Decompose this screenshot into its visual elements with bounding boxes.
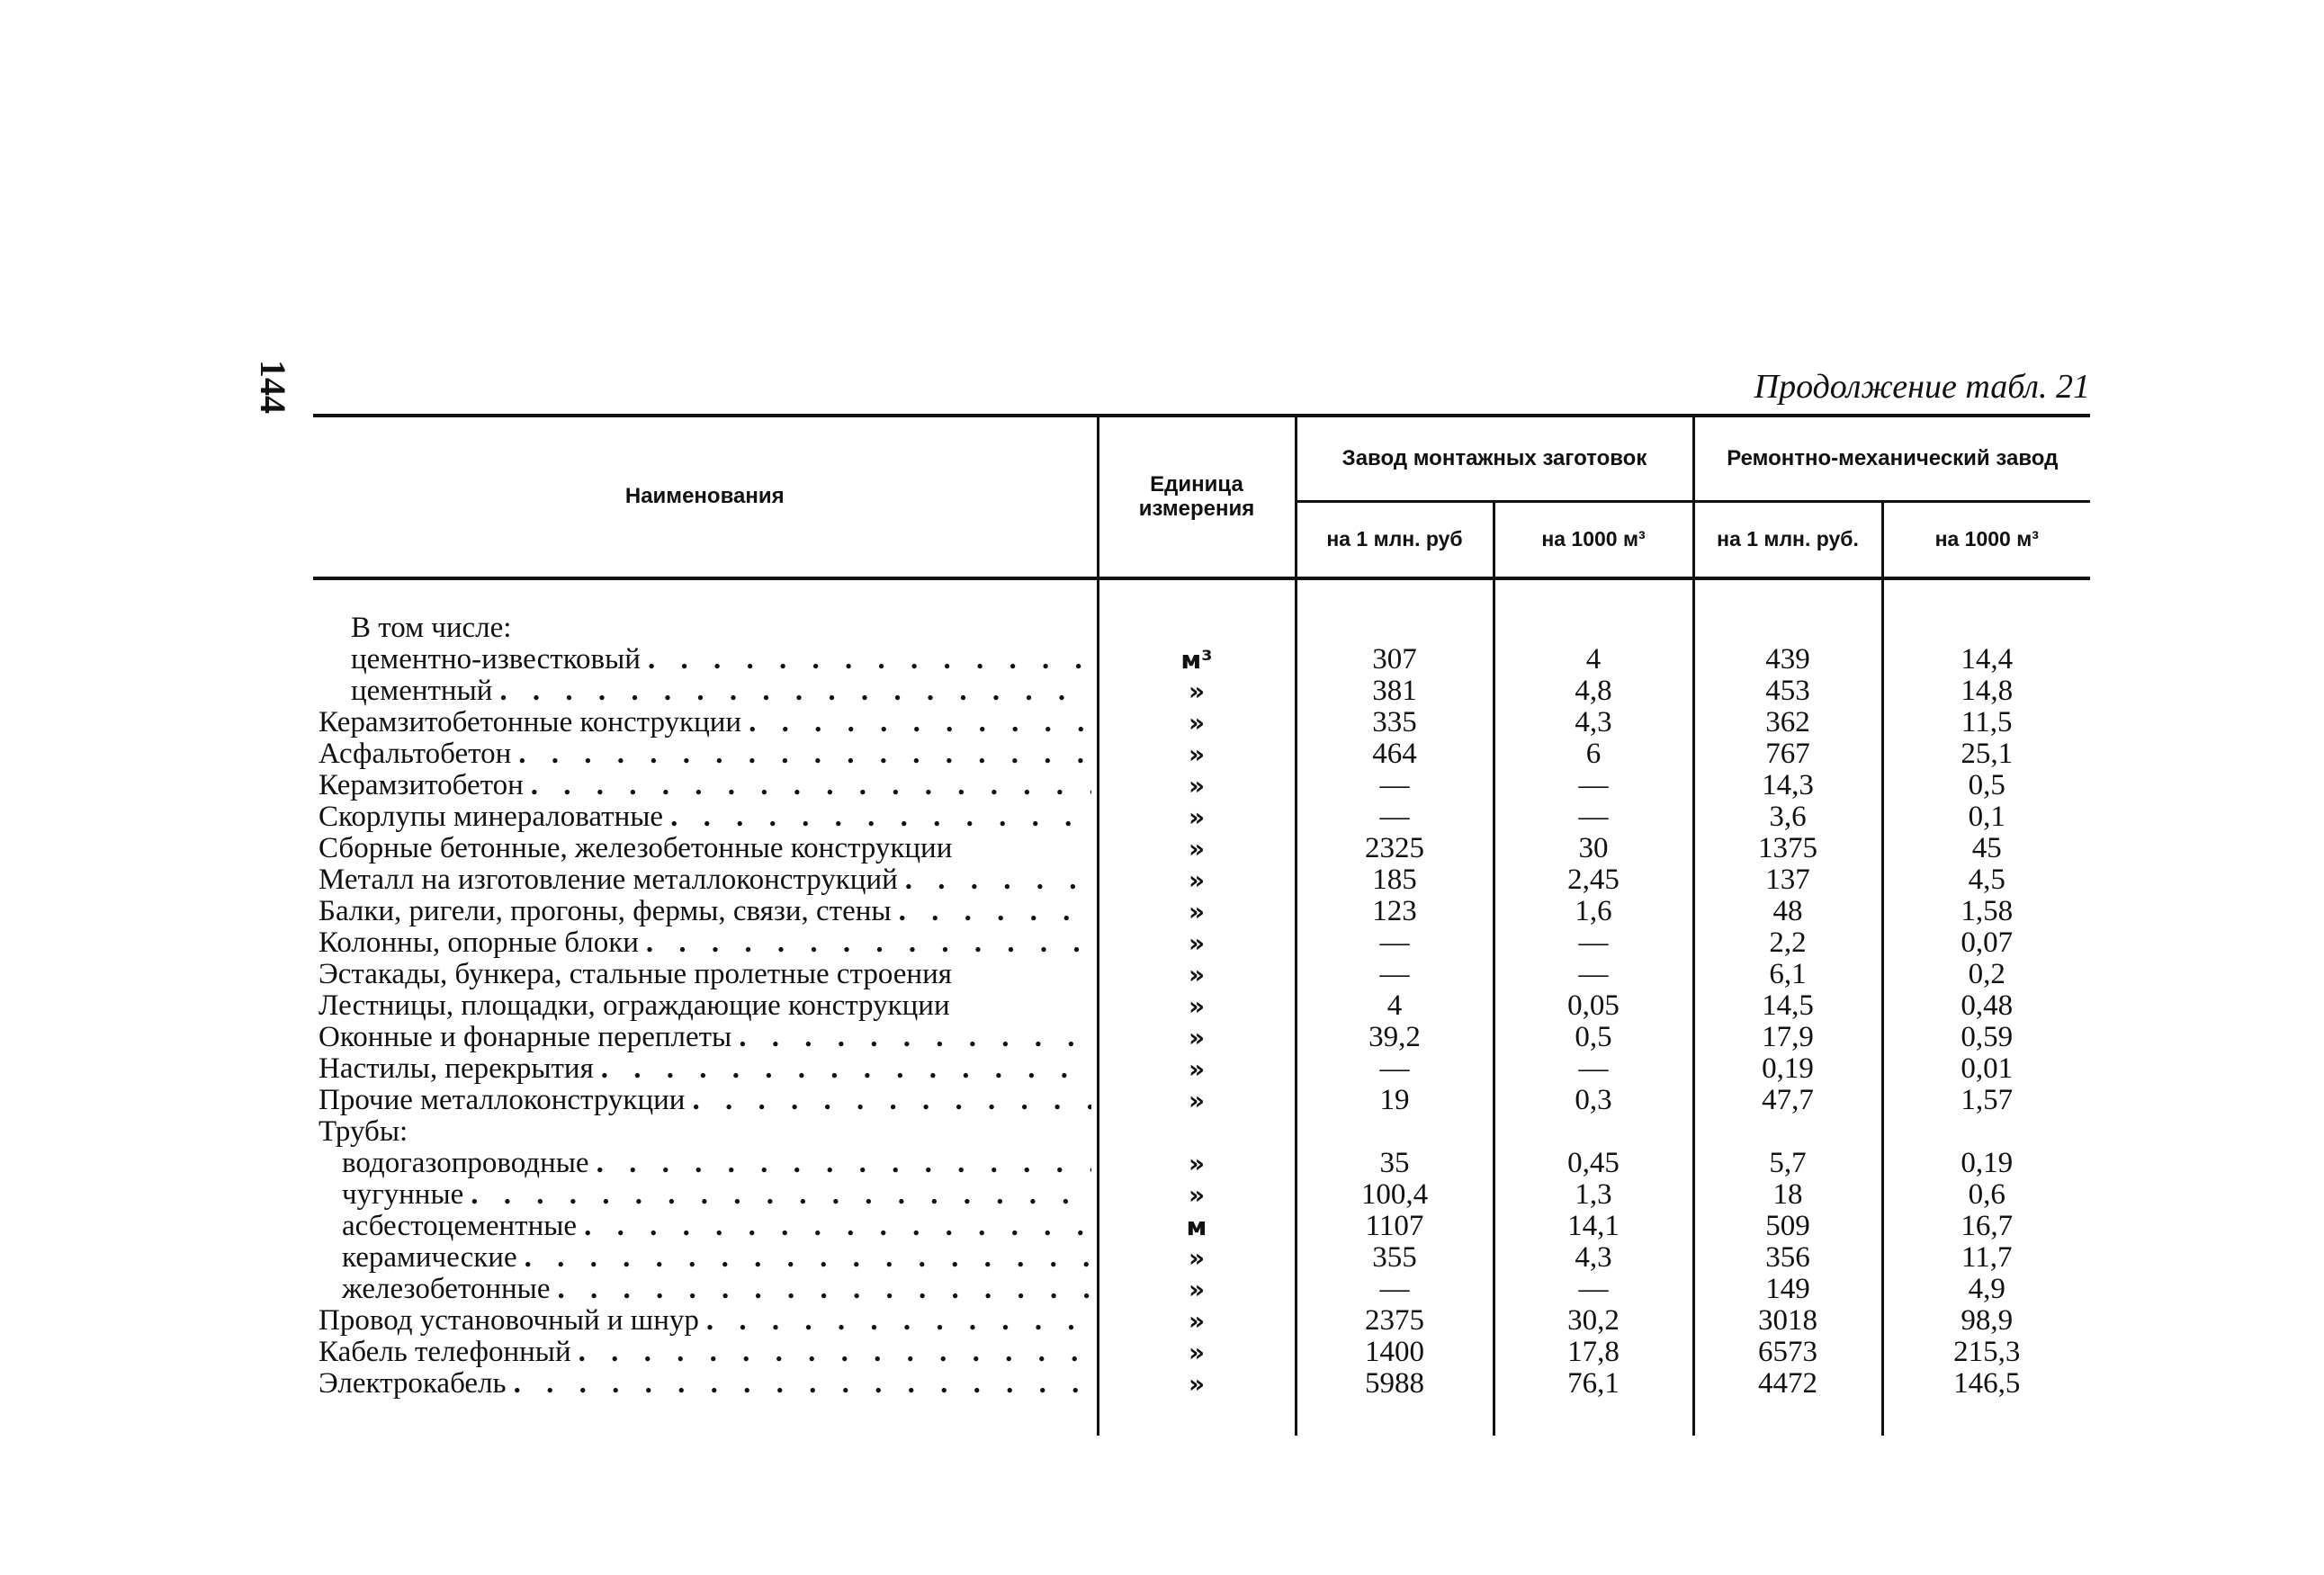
dot-leader <box>706 1305 1091 1337</box>
row-name: Кабель телефонный <box>319 1337 571 1368</box>
row-name-cell <box>313 676 1098 707</box>
row-value-assembly-per-1000-m3: 4,3 <box>1494 707 1693 738</box>
row-name: Керамзитобетон <box>319 770 524 801</box>
row-value-repair-per-1000-m3 <box>1882 1116 2090 1148</box>
row-value-repair-per-million-rub: 356 <box>1693 1242 1882 1274</box>
row-value-repair-per-1000-m3: 45 <box>1882 833 2090 864</box>
row-name-cell <box>313 1085 1098 1116</box>
row-name: В том числе: <box>351 612 512 644</box>
row-value-assembly-per-1000-m3: 0,3 <box>1494 1085 1693 1116</box>
row-value-assembly-per-million-rub: 464 <box>1296 738 1494 770</box>
row-value-repair-per-1000-m3: 16,7 <box>1882 1211 2090 1242</box>
row-unit: » <box>1098 1368 1296 1436</box>
row-unit <box>1098 1116 1296 1148</box>
row-value-repair-per-million-rub: 14,5 <box>1693 990 1882 1022</box>
row-unit: » <box>1098 801 1296 833</box>
row-unit: » <box>1098 1022 1296 1053</box>
row-value-repair-per-1000-m3: 14,4 <box>1882 644 2090 676</box>
row-value-assembly-per-million-rub: — <box>1296 770 1494 801</box>
table-header <box>313 416 2090 578</box>
row-name-cell <box>313 1242 1098 1274</box>
row-value-repair-per-1000-m3: 0,59 <box>1882 1022 2090 1053</box>
row-value-assembly-per-1000-m3: 1,6 <box>1494 896 1693 927</box>
row-value-assembly-per-million-rub: — <box>1296 927 1494 959</box>
row-name-cell <box>313 990 1098 1022</box>
row-name: чугунные <box>342 1179 464 1211</box>
row-value-repair-per-1000-m3: 0,6 <box>1882 1179 2090 1211</box>
row-value-assembly-per-million-rub: — <box>1296 801 1494 833</box>
row-value-repair-per-1000-m3: 0,1 <box>1882 801 2090 833</box>
row-value-assembly-per-million-rub: 381 <box>1296 676 1494 707</box>
row-value-assembly-per-1000-m3: 6 <box>1494 738 1693 770</box>
row-unit: м³ <box>1098 644 1296 676</box>
row-unit: » <box>1098 770 1296 801</box>
row-name: асбестоцементные <box>342 1211 578 1242</box>
row-name-cell <box>313 1053 1098 1085</box>
dot-leader <box>499 676 1090 707</box>
row-value-assembly-per-million-rub: 123 <box>1296 896 1494 927</box>
row-name-cell <box>313 1148 1098 1179</box>
row-value-assembly-per-million-rub: 307 <box>1296 644 1494 676</box>
row-name: железобетонные <box>342 1274 551 1305</box>
header-name: Наименования <box>313 416 1098 578</box>
row-value-assembly-per-1000-m3: — <box>1494 927 1693 959</box>
row-name: Трубы: <box>319 1116 408 1148</box>
row-value-assembly-per-1000-m3: 17,8 <box>1494 1337 1693 1368</box>
row-value-repair-per-million-rub: 137 <box>1693 864 1882 896</box>
dot-leader <box>525 1242 1091 1274</box>
table-row <box>313 1274 2090 1305</box>
row-value-assembly-per-million-rub: 2325 <box>1296 833 1494 864</box>
row-name-cell <box>313 1305 1098 1337</box>
row-value-repair-per-million-rub: 18 <box>1693 1179 1882 1211</box>
row-unit: » <box>1098 927 1296 959</box>
row-unit: » <box>1098 738 1296 770</box>
row-name: Настилы, перекрытия <box>319 1053 594 1085</box>
table-row <box>313 927 2090 959</box>
row-name: Металл на изготовление металлоконструкций <box>319 864 898 896</box>
row-name-cell <box>313 1179 1098 1211</box>
row-unit: » <box>1098 1305 1296 1337</box>
row-value-assembly-per-1000-m3: 0,05 <box>1494 990 1693 1022</box>
dot-leader <box>749 707 1090 738</box>
row-name: Электрокабель <box>319 1368 507 1400</box>
row-value-repair-per-1000-m3: 4,5 <box>1882 864 2090 896</box>
row-unit: » <box>1098 1337 1296 1368</box>
dot-leader <box>558 1274 1091 1305</box>
row-value-assembly-per-1000-m3: 4,8 <box>1494 676 1693 707</box>
row-value-assembly-per-1000-m3: — <box>1494 770 1693 801</box>
row-value-assembly-per-million-rub: 4 <box>1296 990 1494 1022</box>
row-name-cell <box>313 1211 1098 1242</box>
row-value-repair-per-million-rub: 6,1 <box>1693 959 1882 990</box>
row-unit: » <box>1098 1053 1296 1085</box>
row-unit <box>1098 578 1296 644</box>
row-value-assembly-per-1000-m3: 76,1 <box>1494 1368 1693 1436</box>
table-row <box>313 1148 2090 1179</box>
row-name: Балки, ригели, прогоны, фермы, связи, стены <box>319 896 892 927</box>
table-row <box>313 1368 2090 1436</box>
row-name-cell <box>313 833 1098 864</box>
row-name: Колонны, опорные блоки <box>319 927 639 959</box>
table-row <box>313 864 2090 896</box>
row-unit: » <box>1098 707 1296 738</box>
row-value-repair-per-million-rub: 3018 <box>1693 1305 1882 1337</box>
row-value-assembly-per-million-rub: 355 <box>1296 1242 1494 1274</box>
table-row <box>313 1305 2090 1337</box>
row-value-repair-per-1000-m3: 4,9 <box>1882 1274 2090 1305</box>
row-value-repair-per-million-rub: 4472 <box>1693 1368 1882 1436</box>
row-value-repair-per-million-rub: 48 <box>1693 896 1882 927</box>
row-value-repair-per-1000-m3 <box>1882 578 2090 644</box>
dot-leader <box>648 644 1091 676</box>
row-unit: » <box>1098 833 1296 864</box>
row-value-repair-per-1000-m3: 25,1 <box>1882 738 2090 770</box>
row-value-assembly-per-1000-m3: 2,45 <box>1494 864 1693 896</box>
row-value-assembly-per-1000-m3: — <box>1494 959 1693 990</box>
row-value-assembly-per-1000-m3: 30,2 <box>1494 1305 1693 1337</box>
header-sub-per-1000-m3-1: на 1000 м³ <box>1494 502 1693 579</box>
row-name: Керамзитобетонные конструкции <box>319 707 742 738</box>
row-name-cell <box>313 1368 1098 1436</box>
row-name: водогазопроводные <box>342 1148 589 1179</box>
row-value-assembly-per-1000-m3: 0,45 <box>1494 1148 1693 1179</box>
table-body <box>313 578 2090 1436</box>
row-value-assembly-per-million-rub: 39,2 <box>1296 1022 1494 1053</box>
dot-leader <box>514 1368 1091 1400</box>
row-unit: м <box>1098 1211 1296 1242</box>
row-value-assembly-per-1000-m3: 30 <box>1494 833 1693 864</box>
row-value-assembly-per-1000-m3: 4 <box>1494 644 1693 676</box>
dot-leader <box>670 801 1090 833</box>
row-value-repair-per-million-rub: 6573 <box>1693 1337 1882 1368</box>
dot-leader <box>518 738 1090 770</box>
row-value-repair-per-million-rub: 362 <box>1693 707 1882 738</box>
row-value-repair-per-million-rub: 14,3 <box>1693 770 1882 801</box>
row-name-cell <box>313 578 1098 644</box>
row-name: цементно-известковый <box>351 644 641 676</box>
table-row <box>313 1085 2090 1116</box>
row-value-repair-per-million-rub: 453 <box>1693 676 1882 707</box>
row-unit: » <box>1098 1085 1296 1116</box>
row-name: Прочие металлоконструкции <box>319 1085 686 1116</box>
row-value-assembly-per-million-rub: 100,4 <box>1296 1179 1494 1211</box>
row-value-assembly-per-1000-m3: 0,5 <box>1494 1022 1693 1053</box>
row-value-repair-per-1000-m3: 146,5 <box>1882 1368 2090 1436</box>
row-name: Скорлупы минераловатные <box>319 801 664 833</box>
row-value-assembly-per-million-rub: 2375 <box>1296 1305 1494 1337</box>
row-value-repair-per-million-rub: 47,7 <box>1693 1085 1882 1116</box>
row-value-assembly-per-million-rub: — <box>1296 959 1494 990</box>
row-value-repair-per-1000-m3: 14,8 <box>1882 676 2090 707</box>
table-row <box>313 1242 2090 1274</box>
row-name-cell <box>313 707 1098 738</box>
row-name-cell <box>313 1274 1098 1305</box>
row-value-repair-per-million-rub: 3,6 <box>1693 801 1882 833</box>
row-value-assembly-per-1000-m3 <box>1494 1116 1693 1148</box>
data-table <box>313 414 2090 1436</box>
table-row <box>313 707 2090 738</box>
table-row <box>313 1022 2090 1053</box>
row-value-assembly-per-1000-m3: 4,3 <box>1494 1242 1693 1274</box>
table-continuation-caption: Продолжение табл. 21 <box>1754 368 2090 406</box>
row-value-assembly-per-1000-m3: — <box>1494 1053 1693 1085</box>
row-value-assembly-per-million-rub: 35 <box>1296 1148 1494 1179</box>
row-name-cell <box>313 644 1098 676</box>
row-value-assembly-per-million-rub <box>1296 1116 1494 1148</box>
row-unit: » <box>1098 1274 1296 1305</box>
row-name: керамические <box>342 1242 517 1274</box>
row-value-repair-per-million-rub: 2,2 <box>1693 927 1882 959</box>
dot-leader <box>692 1085 1090 1116</box>
row-value-assembly-per-1000-m3: 14,1 <box>1494 1211 1693 1242</box>
row-unit: » <box>1098 896 1296 927</box>
row-name-cell <box>313 927 1098 959</box>
table-row <box>313 770 2090 801</box>
row-unit: » <box>1098 676 1296 707</box>
row-name-cell <box>313 1337 1098 1368</box>
table-row <box>313 1337 2090 1368</box>
row-unit: » <box>1098 1148 1296 1179</box>
table-row <box>313 676 2090 707</box>
row-value-repair-per-million-rub: 149 <box>1693 1274 1882 1305</box>
row-value-repair-per-million-rub <box>1693 578 1882 644</box>
row-name: Лестницы, площадки, ограждающие конструкции <box>319 990 950 1022</box>
row-value-assembly-per-million-rub: — <box>1296 1053 1494 1085</box>
row-name: Оконные и фонарные переплеты <box>319 1022 732 1053</box>
table-row <box>313 1116 2090 1148</box>
row-value-repair-per-million-rub: 1375 <box>1693 833 1882 864</box>
row-value-assembly-per-million-rub: 1107 <box>1296 1211 1494 1242</box>
dot-leader <box>584 1211 1090 1242</box>
row-value-repair-per-million-rub: 439 <box>1693 644 1882 676</box>
table-row <box>313 833 2090 864</box>
dot-leader <box>905 864 1091 896</box>
table-row <box>313 959 2090 990</box>
row-name: Провод установочный и шнур <box>319 1305 699 1337</box>
row-unit: » <box>1098 959 1296 990</box>
row-name-cell <box>313 1116 1098 1148</box>
row-value-assembly-per-1000-m3: — <box>1494 801 1693 833</box>
row-value-repair-per-1000-m3: 1,57 <box>1882 1085 2090 1116</box>
dot-leader <box>646 927 1091 959</box>
row-value-repair-per-1000-m3: 11,5 <box>1882 707 2090 738</box>
table-row <box>313 578 2090 644</box>
table-row <box>313 1179 2090 1211</box>
row-value-repair-per-1000-m3: 0,19 <box>1882 1148 2090 1179</box>
row-unit: » <box>1098 1179 1296 1211</box>
row-value-repair-per-1000-m3: 98,9 <box>1882 1305 2090 1337</box>
header-group-repair-plant: Ремонтно-механический завод <box>1693 416 2090 502</box>
row-name-cell <box>313 864 1098 896</box>
header-sub-per-1000-m3-2: на 1000 м³ <box>1882 502 2090 579</box>
row-name-cell <box>313 959 1098 990</box>
dot-leader <box>531 770 1091 801</box>
header-group-assembly-plant: Завод монтажных заготовок <box>1296 416 1693 502</box>
row-value-repair-per-1000-m3: 215,3 <box>1882 1337 2090 1368</box>
row-name-cell <box>313 770 1098 801</box>
row-value-repair-per-million-rub: 509 <box>1693 1211 1882 1242</box>
dot-leader <box>739 1022 1090 1053</box>
dot-leader <box>597 1148 1091 1179</box>
row-value-assembly-per-million-rub <box>1296 578 1494 644</box>
table-row <box>313 896 2090 927</box>
dot-leader <box>471 1179 1090 1211</box>
table-row <box>313 1053 2090 1085</box>
row-value-repair-per-1000-m3: 0,2 <box>1882 959 2090 990</box>
row-value-repair-per-1000-m3: 0,5 <box>1882 770 2090 801</box>
row-value-repair-per-1000-m3: 0,48 <box>1882 990 2090 1022</box>
page-number: 144 <box>253 360 293 414</box>
row-name: Асфальтобетон <box>319 738 512 770</box>
header-unit: Единица измерения <box>1098 416 1296 578</box>
row-value-repair-per-million-rub: 0,19 <box>1693 1053 1882 1085</box>
table-row <box>313 990 2090 1022</box>
row-value-assembly-per-million-rub: 185 <box>1296 864 1494 896</box>
row-value-repair-per-1000-m3: 0,07 <box>1882 927 2090 959</box>
row-unit: » <box>1098 990 1296 1022</box>
row-value-assembly-per-million-rub: 5988 <box>1296 1368 1494 1436</box>
row-name: цементный <box>351 676 493 707</box>
table-row <box>313 738 2090 770</box>
row-name: Сборные бетонные, железобетонные конструкции <box>319 833 953 864</box>
row-unit: » <box>1098 864 1296 896</box>
row-name-cell <box>313 896 1098 927</box>
row-name: Эстакады, бункера, стальные пролетные строения <box>319 959 952 990</box>
row-name-cell <box>313 738 1098 770</box>
dot-leader <box>579 1337 1091 1368</box>
table-row <box>313 801 2090 833</box>
row-value-assembly-per-million-rub: 19 <box>1296 1085 1494 1116</box>
row-value-repair-per-million-rub: 767 <box>1693 738 1882 770</box>
row-value-repair-per-million-rub: 17,9 <box>1693 1022 1882 1053</box>
header-sub-per-million-rub-1: на 1 млн. руб <box>1296 502 1494 579</box>
row-value-assembly-per-1000-m3 <box>1494 578 1693 644</box>
row-value-repair-per-million-rub <box>1693 1116 1882 1148</box>
row-value-repair-per-million-rub: 5,7 <box>1693 1148 1882 1179</box>
dot-leader <box>899 896 1091 927</box>
row-value-assembly-per-1000-m3: — <box>1494 1274 1693 1305</box>
dot-leader <box>601 1053 1091 1085</box>
row-name-cell <box>313 1022 1098 1053</box>
row-value-repair-per-1000-m3: 0,01 <box>1882 1053 2090 1085</box>
row-value-assembly-per-million-rub: — <box>1296 1274 1494 1305</box>
row-value-assembly-per-1000-m3: 1,3 <box>1494 1179 1693 1211</box>
table-row <box>313 644 2090 676</box>
row-name-cell <box>313 801 1098 833</box>
row-value-assembly-per-million-rub: 335 <box>1296 707 1494 738</box>
row-value-assembly-per-million-rub: 1400 <box>1296 1337 1494 1368</box>
row-value-repair-per-1000-m3: 11,7 <box>1882 1242 2090 1274</box>
header-sub-per-million-rub-2: на 1 млн. руб. <box>1693 502 1882 579</box>
row-value-repair-per-1000-m3: 1,58 <box>1882 896 2090 927</box>
table-row <box>313 1211 2090 1242</box>
row-unit: » <box>1098 1242 1296 1274</box>
